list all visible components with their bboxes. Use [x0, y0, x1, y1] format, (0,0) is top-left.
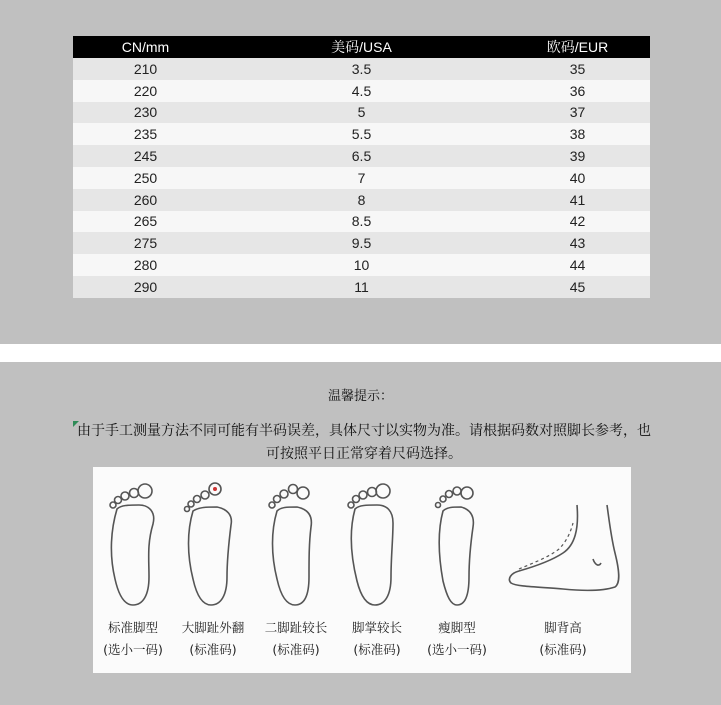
cell-eur: 45 [505, 276, 650, 298]
measurement-notice: 由于手工测量方法不同可能有半码误差，具体尺寸以实物为准。请根据码数对照脚长参考，也可按照平日正常穿着尺码选择。 [77, 423, 651, 462]
cell-eur: 43 [505, 232, 650, 254]
long-forefoot-icon [343, 479, 403, 609]
cell-eur: 37 [505, 102, 650, 124]
table-row [73, 58, 650, 80]
cell-cn: 235 [73, 123, 218, 145]
table-row [73, 123, 650, 145]
tips-title: 温馨提示： [327, 389, 393, 404]
header-cn: CN/mm [73, 36, 218, 58]
foot-type-label-5 [409, 617, 505, 661]
standard-foot-icon [103, 479, 163, 609]
foot-type-name: 瘦脚型 [438, 620, 476, 635]
table-row [73, 254, 650, 276]
foot-type-name: 脚掌较长 [351, 620, 402, 635]
table-row [73, 145, 650, 167]
header-eur: 欧码/EUR [505, 36, 650, 58]
cell-cn: 245 [73, 145, 218, 167]
foot-type-name: 二脚趾较长 [264, 620, 328, 635]
foot-types-panel [93, 467, 631, 673]
cell-cn: 220 [73, 80, 218, 102]
cell-cn: 260 [73, 189, 218, 211]
cell-usa: 5.5 [218, 123, 505, 145]
foot-type-advice: (标准码) [272, 642, 320, 657]
table-row [73, 189, 650, 211]
cell-eur: 44 [505, 254, 650, 276]
table-row [73, 167, 650, 189]
long-second-toe-foot-icon [263, 479, 323, 609]
foot-type-label-2 [165, 617, 261, 661]
foot-type-advice: (选小一码) [427, 642, 487, 657]
cell-usa: 10 [218, 254, 505, 276]
cell-usa: 3.5 [218, 58, 505, 80]
foot-type-label-6 [515, 617, 611, 661]
cell-cn: 210 [73, 58, 218, 80]
cell-cn: 280 [73, 254, 218, 276]
foot-type-name: 大脚趾外翻 [181, 620, 245, 635]
cell-usa: 8 [218, 189, 505, 211]
foot-type-advice: (选小一码) [103, 642, 163, 657]
cell-usa: 7 [218, 167, 505, 189]
high-instep-foot-icon [503, 479, 623, 609]
cell-cn: 275 [73, 232, 218, 254]
cell-eur: 40 [505, 167, 650, 189]
table-row [73, 80, 650, 102]
header-usa: 美码/USA [218, 36, 505, 58]
cell-usa: 5 [218, 102, 505, 124]
cell-cn: 290 [73, 276, 218, 298]
slim-foot-icon [427, 479, 487, 609]
cell-eur: 35 [505, 58, 650, 80]
size-chart-table [73, 36, 650, 298]
cell-usa: 8.5 [218, 211, 505, 233]
table-row [73, 102, 650, 124]
foot-type-name: 脚背高 [544, 620, 582, 635]
bunion-foot-icon [181, 479, 241, 609]
foot-type-advice: (标准码) [353, 642, 401, 657]
cell-usa: 9.5 [218, 232, 505, 254]
cell-cn: 230 [73, 102, 218, 124]
table-row [73, 232, 650, 254]
table-header-row [73, 36, 650, 58]
cell-eur: 42 [505, 211, 650, 233]
foot-type-name: 标准脚型 [107, 620, 158, 635]
foot-type-advice: (标准码) [189, 642, 237, 657]
cell-usa: 4.5 [218, 80, 505, 102]
cell-eur: 39 [505, 145, 650, 167]
cell-eur: 41 [505, 189, 650, 211]
section-divider [0, 344, 721, 362]
cell-cn: 265 [73, 211, 218, 233]
table-row [73, 276, 650, 298]
table-row [73, 211, 650, 233]
foot-type-advice: (标准码) [539, 642, 587, 657]
cell-eur: 38 [505, 123, 650, 145]
cell-eur: 36 [505, 80, 650, 102]
cell-usa: 6.5 [218, 145, 505, 167]
cell-usa: 11 [218, 276, 505, 298]
cell-cn: 250 [73, 167, 218, 189]
